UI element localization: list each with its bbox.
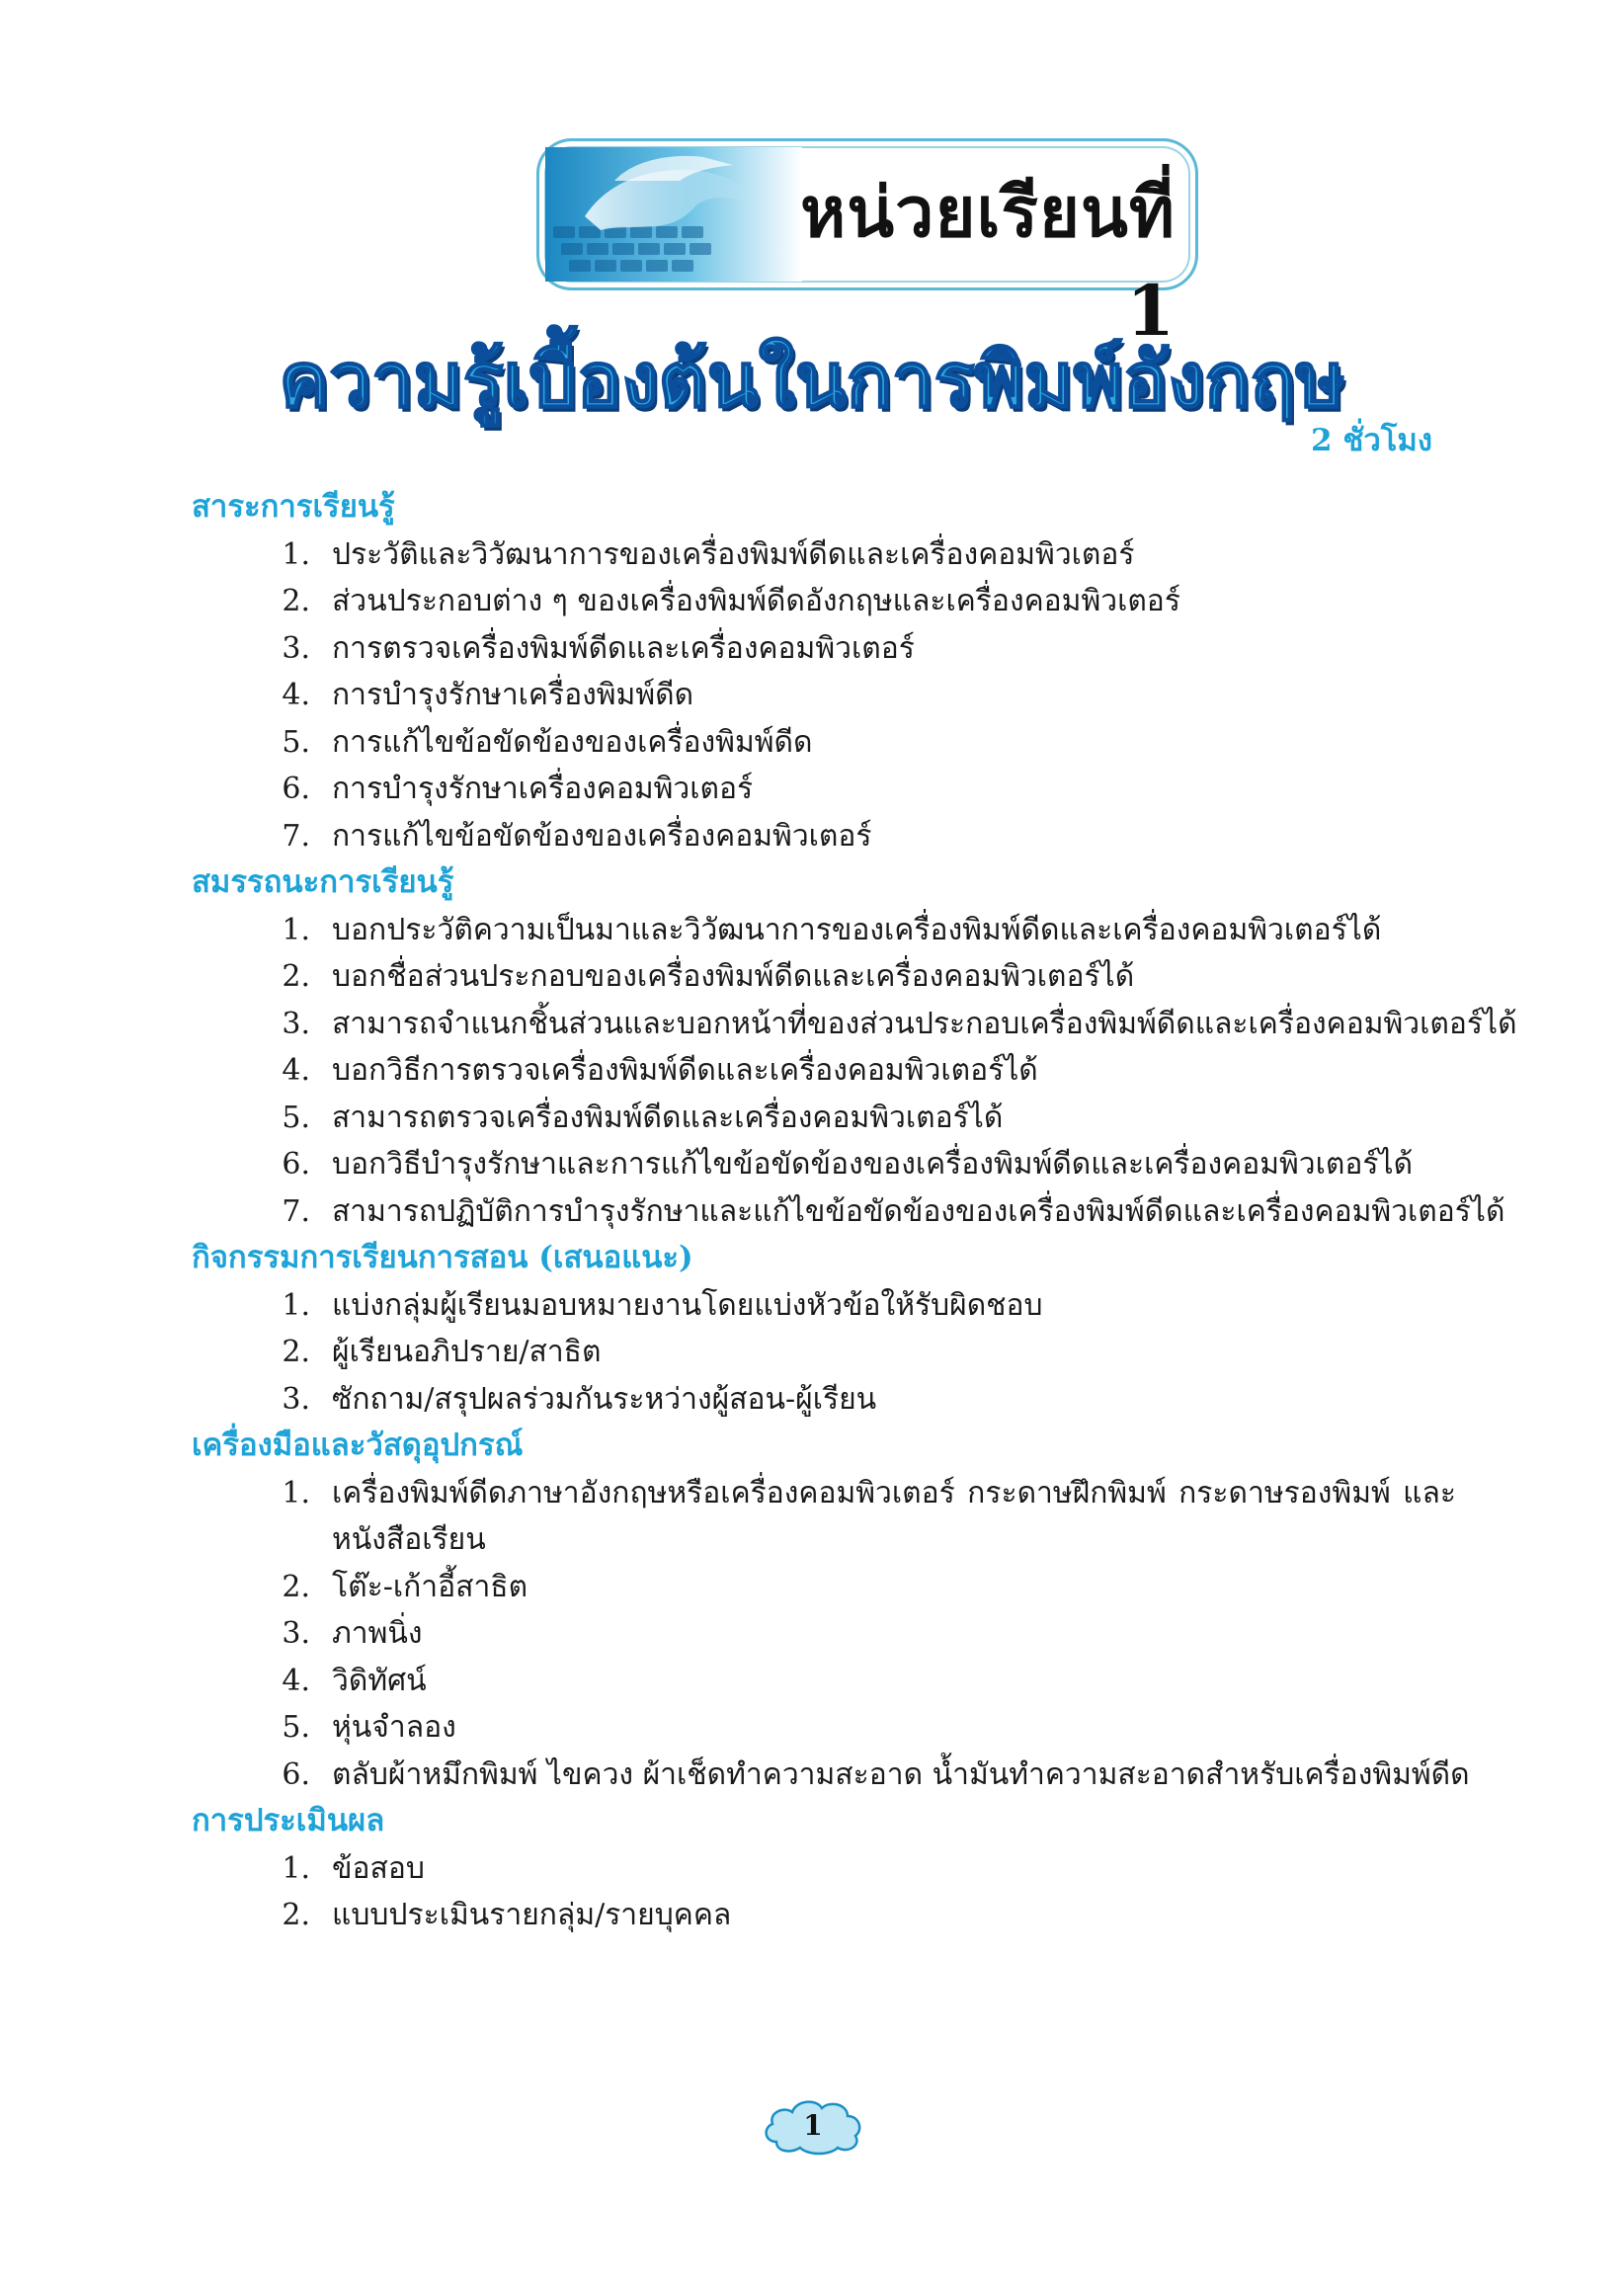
page-number: 1	[803, 2109, 823, 2142]
item-text: วิดิทัศน์	[332, 1663, 427, 1698]
item-text: แบบประเมินรายกลุ่ม/รายบุคคล	[332, 1898, 732, 1932]
section-activities	[192, 1235, 1456, 1423]
item-text: สามารถตรวจเครื่องพิมพ์ดีดและเครื่องคอมพิวเตอร์ได้	[332, 1100, 1004, 1135]
item-text: บอกชื่อส่วนประกอบของเครื่องพิมพ์ดีดและเครื่องคอมพิวเตอร์ได้	[332, 959, 1135, 994]
section-heading: กิจกรรมการเรียนการสอน (เสนอแนะ)	[192, 1240, 693, 1275]
list-item	[192, 625, 1456, 673]
item-text: แบ่งกลุ่มผู้เรียนมอบหมายงานโดยแบ่งหัวข้อให้รับผิดชอบ	[332, 1287, 1043, 1323]
item-number: 2.	[282, 959, 310, 994]
unit-banner	[536, 138, 1198, 352]
item-text: ข้อสอบ	[332, 1850, 425, 1886]
item-number: 2.	[282, 1898, 310, 1932]
item-text: การตรวจเครื่องพิมพ์ดีดและเครื่องคอมพิวเตอร์	[332, 630, 915, 666]
page-badge	[759, 2094, 867, 2158]
list-item	[192, 1047, 1456, 1095]
list-item	[192, 531, 1456, 579]
item-number: 5.	[282, 1100, 310, 1135]
item-number: 1.	[282, 912, 310, 947]
duration-label: 2 ชั่วโมง	[1310, 423, 1432, 458]
list-item	[192, 1752, 1470, 1799]
item-number: 2.	[282, 1569, 310, 1604]
item-text: ผู้เรียนอภิปราย/สาธิต	[332, 1335, 602, 1369]
item-text: ส่วนประกอบต่าง ๆ ของเครื่องพิมพ์ดีดอังกฤษและเครื่องคอมพิวเตอร์	[332, 584, 1180, 618]
item-number: 5.	[282, 724, 310, 760]
list-item	[192, 1376, 1456, 1424]
item-number: 3.	[282, 630, 310, 666]
section-evaluation	[192, 1798, 1456, 1939]
item-number: 3.	[282, 1006, 310, 1041]
section-competency	[192, 859, 1517, 1235]
item-number: 6.	[282, 1147, 310, 1182]
item-text: ตลับผ้าหมึกพิมพ์ ไขควง ผ้าเช็ดทำความสะอาด น้ำมันทำความสะอาดสำหรับเครื่องพิมพ์ดีด	[332, 1756, 1470, 1792]
item-number: 5.	[282, 1710, 310, 1745]
list-item	[192, 1001, 1517, 1048]
item-text: บอกวิธีบำรุงรักษาและการแก้ไขข้อขัดข้องของเครื่องพิมพ์ดีดและเครื่องคอมพิวเตอร์ได้	[332, 1147, 1414, 1182]
list-item	[192, 1610, 1456, 1658]
content	[192, 484, 1517, 1939]
section-heading: สาระการเรียนรู้	[192, 489, 395, 525]
item-text: สามารถจำแนกชิ้นส่วนและบอกหน้าที่ของส่วนประกอบเครื่องพิมพ์ดีดและเครื่องคอมพิวเตอร์ได้	[332, 1006, 1517, 1041]
list-item	[192, 672, 1456, 719]
item-number: 3.	[282, 1616, 310, 1651]
list-item	[192, 907, 1456, 954]
unit-title: หน่วยเรียนที่ 1	[800, 171, 1176, 352]
item-text: การบำรุงรักษาเครื่องคอมพิวเตอร์	[332, 772, 754, 806]
list-item	[192, 1564, 1456, 1611]
item-number: 4.	[282, 1663, 310, 1698]
list-item	[192, 1704, 1456, 1752]
list-item	[192, 1892, 1456, 1939]
section-heading: สมรรถนะการเรียนรู้	[192, 864, 454, 900]
list-item	[192, 1845, 1456, 1893]
item-text: บอกวิธีการตรวจเครื่องพิมพ์ดีดและเครื่องคอมพิวเตอร์ได้	[332, 1053, 1038, 1088]
item-number: 1.	[282, 1287, 310, 1323]
section-heading: การประเมินผล	[192, 1803, 385, 1838]
item-text: โต๊ะ-เก้าอี้สาธิต	[332, 1569, 528, 1604]
item-text: หุ่นจำลอง	[332, 1710, 456, 1745]
list-item	[192, 1282, 1456, 1330]
section-learning-content	[192, 484, 1456, 859]
list-item	[192, 766, 1456, 813]
list-item	[192, 719, 1456, 767]
item-number: 1.	[282, 1475, 310, 1510]
item-number: 6.	[282, 1756, 310, 1792]
list-item	[192, 953, 1456, 1001]
item-number: 6.	[282, 772, 310, 806]
item-number: 3.	[282, 1381, 310, 1417]
list-item	[192, 1329, 1456, 1376]
item-number: 1.	[282, 1850, 310, 1886]
item-text: การแก้ไขข้อขัดข้องของเครื่องคอมพิวเตอร์	[332, 818, 872, 854]
item-text: ซักถาม/สรุปผลร่วมกันระหว่างผู้สอน-ผู้เรียน	[332, 1381, 877, 1417]
list-item	[192, 1658, 1456, 1705]
item-number: 4.	[282, 1053, 310, 1088]
item-text: สามารถปฏิบัติการบำรุงรักษาและแก้ไขข้อขัดข้องของเครื่องพิมพ์ดีดและเครื่องคอมพิวเตอร์ได้	[332, 1193, 1505, 1229]
list-item	[192, 1141, 1456, 1188]
list-item	[192, 1470, 1456, 1564]
item-text: ภาพนิ่ง	[332, 1616, 423, 1651]
item-number: 4.	[282, 678, 310, 712]
list-item	[192, 1188, 1505, 1236]
list-item	[192, 813, 1456, 860]
item-text: การบำรุงรักษาเครื่องพิมพ์ดีด	[332, 678, 694, 712]
main-title: ความรู้เบื้องต้นในการพิมพ์อังกฤษ	[279, 336, 1345, 424]
list-item	[192, 578, 1456, 625]
item-text: บอกประวัติความเป็นมาและวิวัฒนาการของเครื่องพิมพ์ดีดและเครื่องคอมพิวเตอร์ได้	[332, 912, 1382, 947]
item-number: 7.	[282, 818, 310, 854]
list-item	[192, 1095, 1456, 1142]
section-materials	[192, 1423, 1470, 1798]
item-number: 7.	[282, 1193, 310, 1229]
section-heading: เครื่องมือและวัสดุอุปกรณ์	[192, 1428, 524, 1463]
item-number: 2.	[282, 1335, 310, 1369]
item-number: 1.	[282, 536, 310, 572]
item-text: เครื่องพิมพ์ดีดภาษาอังกฤษหรือเครื่องคอมพิวเตอร์ กระดาษฝึกพิมพ์ กระดาษรองพิมพ์ และหนังสือเรียน	[332, 1475, 1456, 1557]
item-number: 2.	[282, 584, 310, 618]
item-text: การแก้ไขข้อขัดข้องของเครื่องพิมพ์ดีด	[332, 724, 813, 760]
item-text: ประวัติและวิวัฒนาการของเครื่องพิมพ์ดีดและเครื่องคอมพิวเตอร์	[332, 536, 1135, 572]
